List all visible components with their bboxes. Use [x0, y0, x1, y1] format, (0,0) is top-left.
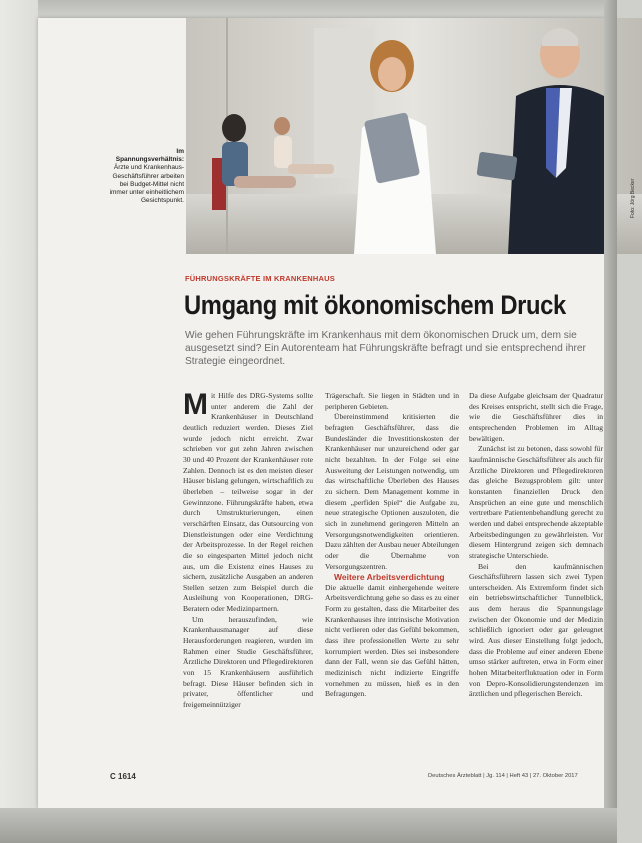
- section-subhead: Weitere Arbeitsverdichtung: [334, 572, 445, 583]
- paragraph: [183, 388, 313, 615]
- paragraph: Übereinstimmend kritisierten die befragten Geschäftsführer, dass die Bundesländer die Investitionskosten der Krankenhäuser nur unzureichend oder gar nicht bezahlten. In der Folge sei eine Ausweitung der Leistungen notwendig, um das wirtschaftliche Überleben des Hauses zu sichern. Dem Management komme in diesem „perfiden Spiel“ die Aufgabe zu, neue strategische Optionen auszuloten, die sich in zunehmend geringeren Mitteln an Versorgungsnotwendigkeiten orientieren. Dazu zählten der Ausbau neuer Abteilungen oder die Übernahme von Versorgungszentren.: [325, 412, 459, 571]
- page-number: C 1614: [110, 772, 136, 781]
- photo-caption: [108, 148, 184, 205]
- paragraph: Bei den kaufmännischen Geschäftsführern lassen sich zwei Typen unterscheiden. Als Extremform findet sich ein betriebswirtschaftlicher Tunnelblick, aus dem heraus die Spannungslage zwischen der Ökonomie und der Medizin schließlich ignoriert oder gar geleugnet wird. Aus dieser Einstellung folgt jedoch, dass die Probleme auf einer anderen Ebene umso stärker auftreten, etwa in Form einer hohen Mitarbeiterfluktuation oder in Form von Depro-Konsolidierungstendenzen im ärztlichen und pflegerischen Bereich.: [469, 561, 603, 699]
- paragraph: Die aktuelle damit einhergehende weitere Arbeitsverdichtung gehe so dass es zu einer Form zu gestalten, dass die Mitarbeiter des Krankenhauses ihre intrinsische Motivation nicht verlieren oder das Gefühl bekommen, dass ihre professionellen Werte zu sehr korrumpiert werden. Dies sei insbesondere dann der Fall, wenn sie das Gefühl hätten, medizinisch nicht indizierte Eingriffe vornehmen zu müssen, hieß es in den Befragungen.: [325, 582, 459, 699]
- article-kicker: FÜHRUNGSKRÄFTE IM KRANKENHAUS: [185, 274, 335, 283]
- text-column-2: [325, 391, 459, 700]
- scan-margin-left: [0, 0, 38, 843]
- article-photo: [186, 18, 642, 254]
- dropcap: M: [183, 388, 208, 421]
- scan-shadow-bottom: [0, 808, 617, 843]
- article-lead: Wie gehen Führungskräfte im Krankenhaus mit dem ökonomischen Druck um, dem sie ausgesetzt sind? Ein Autorenteam hat Führungskräfte befragt und sie entsprechend ihrer Strategie eingeordnet.: [185, 330, 586, 367]
- caption-lead: Im Spannungsverhältnis:: [115, 148, 184, 164]
- paragraph: Um herauszufinden, wie Krankenhausmanager auf diese Herausforderungen reagieren, wurden im Rahmen einer Studie Geschäftsführer, Ärztliche Direktoren und Pflegedirektoren von 15 Krankenhäusern ausführlich befragt. Diese Häuser befinden sich in privater, öffentlicher und freigemeinnütziger: [183, 614, 313, 710]
- article-headline: Umgang mit ökonomischem Druck: [184, 290, 566, 320]
- paragraph-text: it Hilfe des DRG-Systems sollte unter anderem die Zahl der Krankenhäuser in Deutschland deutlich reduziert werden. Dieses Ziel wurde jedoch nicht erreicht. Zwar schrieben vor gut zehn Jahren zwischen 30 und 40 Prozent der Krankenhäuser rote Zahlen. Dennoch ist es den meisten dieser Häuser bislang gelungen, wirtschaftlich zu überleben – teilweise sogar in der Gewinnzone. Führungskräfte haben, etwa durch Umstrukturierungen, einen verschärften Einsatz, das Outsourcing von Dienstleistungen oder eine Verdichtung der Arbeitsprozesse. In der Regel reichen die so eingesparten Mittel jedoch nicht aus, um die Existenz eines Hauses zu sichern, zusätzliche Ausgaben an anderen Stellen setzen zum Beispiel durch die Ausleihung von Kooperationen, DRG-Beratern oder Medizinpartnern.: [183, 391, 313, 614]
- photo-credit: Foto: Jörg Becker: [630, 178, 636, 218]
- text-column-3: [469, 391, 603, 700]
- issue-footer: Deutsches Ärzteblatt | Jg. 114 | Heft 43 | 27. Oktober 2017: [428, 773, 578, 779]
- paragraph: Trägerschaft. Sie liegen in Städten und in peripheren Gebieten.: [325, 391, 459, 411]
- magazine-page: [38, 18, 636, 808]
- scan-edge-right: [604, 0, 617, 843]
- photo-doctors-corridor: [186, 18, 642, 254]
- text-column-1: [183, 388, 313, 711]
- paragraph: Zunächst ist zu betonen, dass sowohl für kaufmännische Geschäftsführer als auch für Ärztliche Direktoren und Pflegedirektoren das gleiche Bezugsproblem gilt: unter konstanten finanziellen Druck den Ansprüchen an eine gute und menschlich vertretbare Patientenbehandlung gerecht zu werden und dabei entsprechende akzeptable Arbeitsbedingungen zu gewährleisten. Vor diesem Hintergrund zeigen sich demnach strategische Unterschiede.: [469, 444, 603, 560]
- caption-text: Ärzte und Krankenhaus-Geschäftsführer arbeiten bei Budget-Mittel nicht immer unter einheitlichem Gesichtspunkt.: [109, 164, 184, 205]
- paragraph: Da diese Aufgabe gleichsam der Quadratur des Kreises entspricht, stellt sich die Frage, wie die Geschäftsführer dies in entsprechenden Problemen im Alltag bewältigen.: [469, 391, 603, 443]
